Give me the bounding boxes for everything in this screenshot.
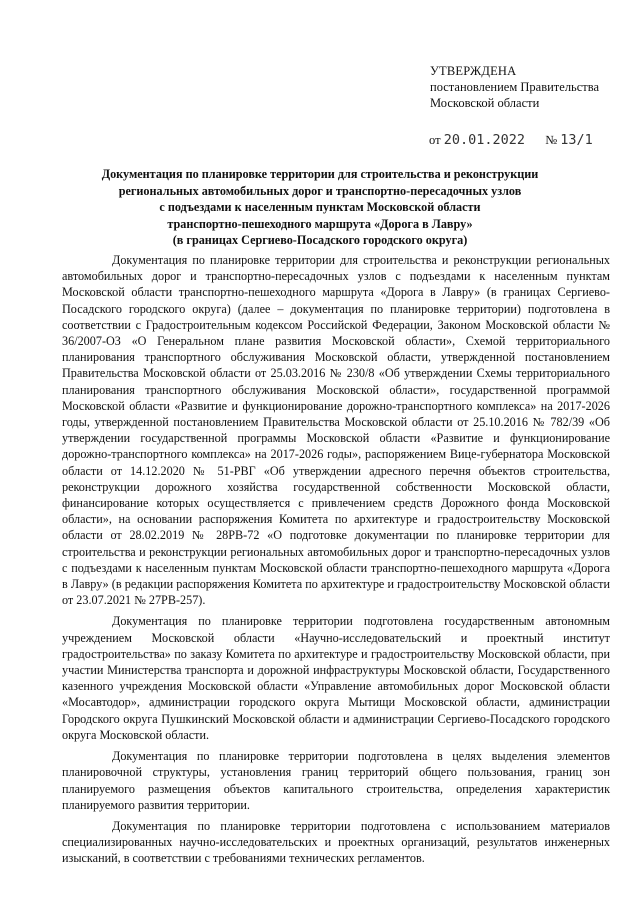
approval-number: 13/1	[560, 132, 593, 148]
approval-issuer: постановлением Правительства	[430, 80, 600, 94]
body-paragraph: Документация по планировке территории подготовлена с использованием материалов специализированных научно-исследовательских и проектных организаций, результатов инженерных изысканий, в соответствии с требованиями технических регламентов.	[62, 818, 610, 866]
title-line: с подъездами к населенным пунктам Московской области	[159, 200, 481, 215]
number-sign: №	[545, 133, 558, 147]
title-line: региональных автомобильных дорог и транспортно-пересадочных узлов	[118, 183, 522, 198]
document-title	[95, 166, 545, 249]
body-paragraph: Документация по планировке территории подготовлена государственным автономным учреждением Московской области «Научно-исследовательский и проектный институт градостроительства» по заказу Комитета по архитектуре и градостроительству Московской области, при участии Министерства транспорта и дорожной инфраструктуры Московской области, Государственного казенного учреждения Московской области «Управление автомобильных дорог Московской области «Мосавтодор», администрации городского округа Мытищи Московской области, администрации Городского округа Пушкинский Московской области и администрации Сергиево-Посадского городского округа Московской области.	[62, 614, 610, 742]
document-body	[62, 252, 610, 872]
approval-date: 20.01.2022	[443, 132, 525, 148]
approval-region: Московской области	[430, 96, 540, 110]
title-line: (в границах Сергиево-Посадского городского округа)	[172, 233, 468, 248]
body-paragraph: Документация по планировке территории подготовлена в целях выделения элементов планировочной структуры, установления границ территорий общего пользования, границ зон планируемого размещения объектов капитального строительства, определения характеристик планируемого развития территории.	[62, 749, 610, 812]
approval-stamp	[430, 63, 599, 148]
title-line: Документация по планировке территории для строительства и реконструкции	[101, 167, 539, 181]
date-prefix: от	[429, 133, 441, 147]
title-line: транспортно-пешеходного маршрута «Дорога в Лавру»	[167, 216, 473, 231]
body-paragraph: Документация по планировке территории для строительства и реконструкции региональных автомобильных дорог и транспортно-пересадочных узлов с подъездами к населенным пунктам Московской области транспортно-пешеходного маршрута «Дорога в Лавру» (в границах Сергиево-Посадского городского округа) (далее – документация по планировке территории) подготовлена в соответствии с Градостроительным кодексом Российской Федерации, Законом Московской области № 36/2007-ОЗ «О Генеральном плане развития Московской области», Схемой территориального планирования транспортного обслуживания Московской области, утвержденной постановлением Правительства Московской области от 25.03.2016 № 230/8 «Об утверждении Схемы территориального планирования транспортного обслуживания Московской области», государственной программой Московской области «Развитие и функционирование дорожно-транспортного комплекса» на 2017-2026 годы, утвержденной постановлением Правительства Московской области от 25.10.2016 № 782/39 «Об утверждении государственной программы Московской области «Развитие и функционирование дорожно-транспортного комплекса» на 2017-2026 годы», распоряжением Вице-губернатора Московской области от 14.12.2020 № 51-РВГ «Об утверждении адресного перечня объектов строительства, реконструкции дорожного хозяйства государственной собственности Московской области, финансирование которых осуществляется с привлечением средств Дорожного фонда Московской области», на основании распоряжения Комитета по архитектуре и градостроительству Московской области от 28.02.2019 № 28РВ-72 «О подготовке документации по планировке территории для строительства и реконструкции региональных автомобильных дорог и транспортно-пересадочных узлов с подъездами к населенным пунктам Московской области транспортно-пешеходного маршрута «Дорога в Лавру» (в редакции распоряжения Комитета по архитектуре и градостроительству Московской области от 23.07.2021 № 27РВ-257).	[62, 253, 610, 608]
approval-date-line	[429, 132, 599, 148]
approval-heading: УТВЕРЖДЕНА	[430, 64, 517, 78]
